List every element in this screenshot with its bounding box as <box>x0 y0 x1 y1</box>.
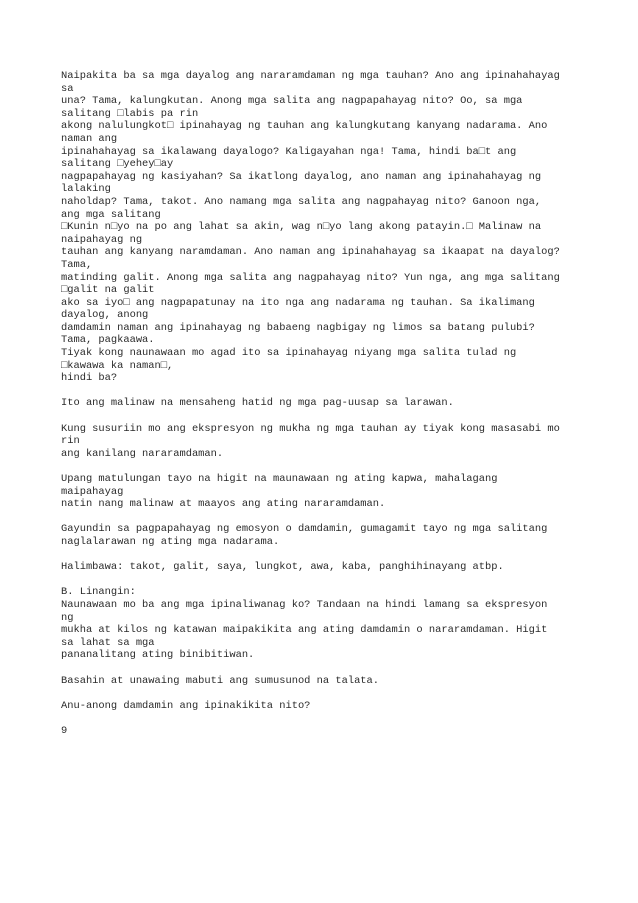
text-line: □galit na galit <box>61 284 155 297</box>
paragraph <box>61 70 581 385</box>
text-line: Basahin at unawaing mabuti ang sumusunod na talata. <box>61 674 380 687</box>
text-line: hindi ba? <box>61 372 118 385</box>
text-line: Tama, pagkaawa. <box>61 334 155 347</box>
text-line: dayalog, anong <box>61 309 149 322</box>
text-line: Tiyak kong naunawaan mo agad ito sa ipinahayag niyang mga salita tulad ng <box>61 347 517 360</box>
text-line: mukha at kilos ng katawan maipakikita ang ating damdamin o nararamdaman. Higit <box>61 624 548 637</box>
paragraph <box>61 473 581 511</box>
text-line: naglalarawan ng ating mga nadarama. <box>61 535 280 548</box>
paragraph <box>61 700 581 713</box>
text-line: lalaking <box>61 183 111 196</box>
paragraph <box>61 423 581 461</box>
text-line: nagpapahayag ng kasiyahan? Sa ikatlong dayalog, ano naman ang ipinahahayag ng <box>61 170 542 183</box>
text-line: una? Tama, kalungkutan. Anong mga salita ang nagpapahayag nito? Oo, sa mga <box>61 95 523 108</box>
paragraph <box>61 397 581 410</box>
text-line: Naunawaan mo ba ang mga ipinaliwanag ko? Tandaan na hindi lamang sa ekspresyon <box>61 598 548 611</box>
text-line: Kung susuriin mo ang ekspresyon ng mukha ng mga tauhan ay tiyak kong masasabi mo <box>61 422 560 435</box>
text-line: salitang □yehey□ay <box>61 158 174 171</box>
page-number: 9 <box>61 724 68 737</box>
text-line: natin nang malinaw at maayos ang ating nararamdaman. <box>61 498 386 511</box>
text-line: naman ang <box>61 132 118 145</box>
text-line: akong nalulungkot□ ipinahayag ng tauhan ang kalungkutang kanyang nadarama. Ano <box>61 120 548 133</box>
paragraph <box>61 675 581 688</box>
text-line: pananalitang ating binibitiwan. <box>61 649 255 662</box>
text-line: naholdap? Tama, takot. Ano namang mga salita ang nagpahayag nito? Ganoon nga, <box>61 195 542 208</box>
text-line: damdamin naman ang ipinahayag ng babaeng nagbigay ng limos sa batang pulubi? <box>61 321 535 334</box>
text-line: Upang matulungan tayo na higit na maunawaan ng ating kapwa, mahalagang <box>61 473 498 485</box>
text-line: B. Linangin: <box>61 586 136 599</box>
text-line: □Kunin n□yo na po ang lahat sa akin, wag n□yo lang akong patayin.□ Malinaw na <box>61 221 542 234</box>
text-line: salitang □labis pa rin <box>61 107 199 120</box>
text-line: maipahayag <box>61 485 124 498</box>
text-line: ipinahahayag sa ikalawang dayalogo? Kaligayahan nga! Tama, hindi ba□t ang <box>61 145 517 158</box>
text-line: Halimbawa: takot, galit, saya, lungkot, awa, kaba, panghihinayang atbp. <box>61 561 504 574</box>
document-body <box>61 70 581 712</box>
text-line: ang mga salitang <box>61 208 161 221</box>
text-line: matinding galit. Anong mga salita ang nagpahayag nito? Yun nga, ang mga salitang <box>61 271 560 284</box>
text-line: ang kanilang nararamdaman. <box>61 447 224 460</box>
paragraph <box>61 561 581 574</box>
text-line: Tama, <box>61 258 93 271</box>
text-line: Naipakita ba sa mga dayalog ang nararamdaman ng mga tauhan? Ano ang ipinahahayag <box>61 70 560 82</box>
text-line: rin <box>61 435 80 448</box>
document-page <box>61 70 581 737</box>
text-line: Gayundin sa pagpapahayag ng emosyon o damdamin, gumagamit tayo ng mga salitang <box>61 523 548 536</box>
text-line: Ito ang malinaw na mensaheng hatid ng mga pag-uusap sa larawan. <box>61 397 454 410</box>
text-line: ng <box>61 611 74 624</box>
text-line: sa lahat sa mga <box>61 636 155 649</box>
text-line: tauhan ang kanyang naramdaman. Ano naman ang ipinahahayag sa ikaapat na dayalog? <box>61 246 560 259</box>
paragraph <box>61 523 581 548</box>
text-line: □kawawa ka naman□, <box>61 359 174 372</box>
text-line: Anu-anong damdamin ang ipinakikita nito? <box>61 699 311 712</box>
paragraph <box>61 586 581 662</box>
text-line: naipahayag ng <box>61 233 143 246</box>
text-line: sa <box>61 82 74 95</box>
text-line: ako sa iyo□ ang nagpapatunay na ito nga ang nadarama ng tauhan. Sa ikalimang <box>61 296 535 309</box>
